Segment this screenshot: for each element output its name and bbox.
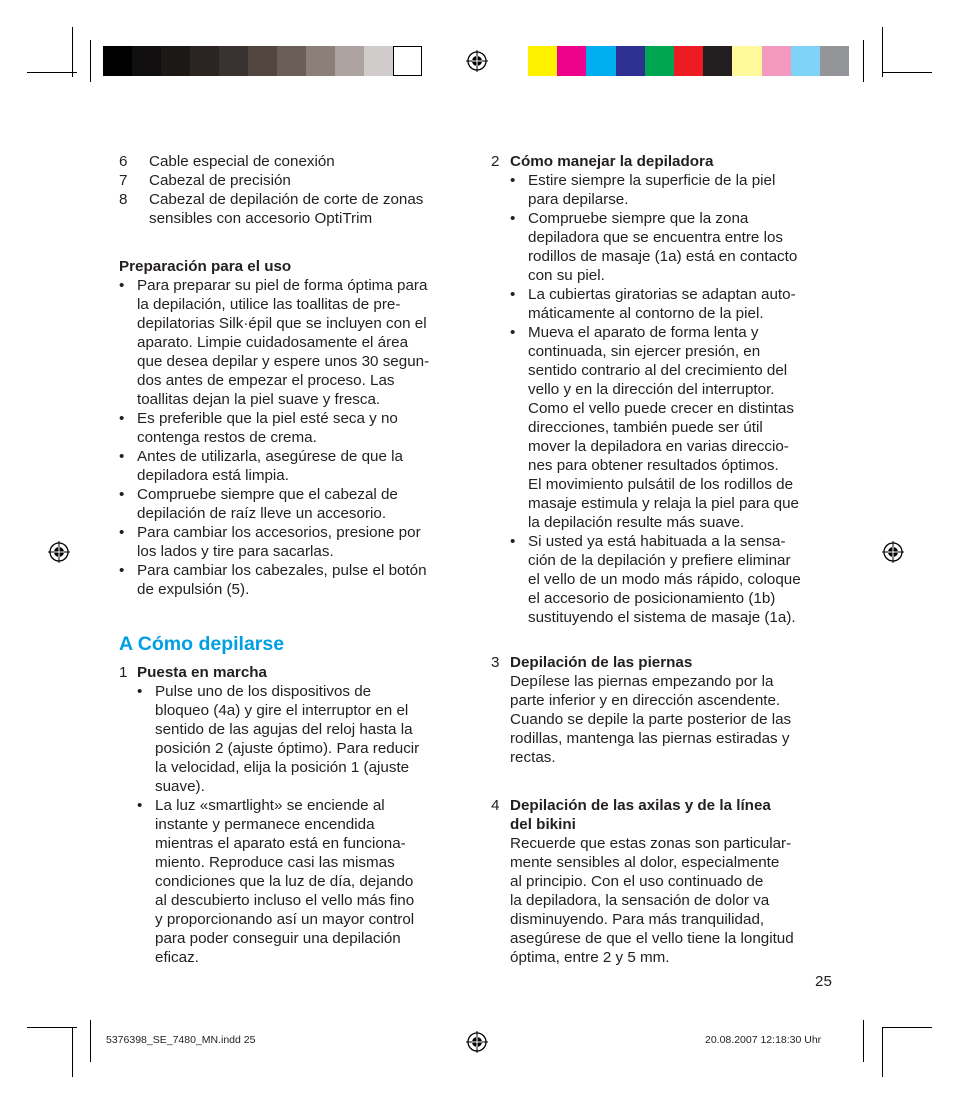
bullet-text: Antes de utilizarla, asegúrese de que la xyxy=(137,448,403,465)
color-swatch xyxy=(528,46,557,76)
bullet-text: La cubiertas giratorias se adaptan auto- xyxy=(528,286,796,303)
bullet-text: instante y permanece encendida xyxy=(155,816,375,833)
bullet-text: eficaz. xyxy=(155,949,199,966)
color-swatch xyxy=(248,46,277,76)
crop-mark xyxy=(90,1020,91,1062)
footer-file-name: 5376398_SE_7480_MN.indd 25 xyxy=(106,1034,256,1046)
paragraph-line: disminuyendo. Para más tranquilidad, xyxy=(510,911,765,928)
color-swatch xyxy=(586,46,615,76)
bullet-text: El movimiento pulsátil de los rodillos de xyxy=(528,476,794,493)
bullet-icon: • xyxy=(510,172,516,189)
color-swatch xyxy=(674,46,703,76)
bullet-text: sentido de las agujas del reloj hasta la xyxy=(155,721,413,738)
color-swatch xyxy=(645,46,674,76)
list-item-text: sensibles con accesorio OptiTrim xyxy=(149,210,373,227)
bullet-text: Para cambiar los accesorios, presione por xyxy=(137,524,421,541)
crop-mark xyxy=(882,27,883,77)
color-swatch xyxy=(103,46,132,76)
bullet-text: el accesorio de posicionamiento (1b) xyxy=(528,590,776,607)
bullet-icon: • xyxy=(510,286,516,303)
bullet-text: Como el vello puede crecer en distintas xyxy=(528,400,794,417)
color-swatch xyxy=(161,46,190,76)
bullet-text: rodillos de masaje (1a) está en contacto xyxy=(528,248,798,265)
paragraph-line: Recuerde que estas zonas son particular- xyxy=(510,835,792,852)
bullet-text: dos antes de empezar el proceso. Las xyxy=(137,372,395,389)
color-swatch xyxy=(791,46,820,76)
paragraph-line: al principio. Con el uso continuado de xyxy=(510,873,764,890)
list-item-number: 6 xyxy=(119,153,128,170)
bullet-text: depiladora que se encuentra entre los xyxy=(528,229,783,246)
footer-timestamp: 20.08.2007 12:18:30 Uhr xyxy=(705,1034,822,1046)
color-swatch xyxy=(393,46,422,76)
bullet-text: mientras el aparato está en funciona- xyxy=(155,835,406,852)
bullet-text: sentido contrario al del crecimiento del xyxy=(528,362,788,379)
bullet-text: Para cambiar los cabezales, pulse el botón xyxy=(137,562,427,579)
list-item-text: Cable especial de conexión xyxy=(149,153,335,170)
bullet-text: Compruebe siempre que la zona xyxy=(528,210,749,227)
color-swatch xyxy=(219,46,248,76)
crop-mark xyxy=(882,1027,932,1028)
color-swatch xyxy=(364,46,393,76)
bullet-icon: • xyxy=(119,524,125,541)
color-swatch xyxy=(732,46,761,76)
step-title: Depilación de las axilas y de la línea xyxy=(510,797,771,814)
step-number: 4 xyxy=(491,797,500,814)
bullet-icon: • xyxy=(137,797,143,814)
paragraph-line: rectas. xyxy=(510,749,556,766)
bullet-text: toallitas dejan la piel suave y fresca. xyxy=(137,391,381,408)
bullet-text: Para preparar su piel de forma óptima para xyxy=(137,277,428,294)
paragraph-line: la depiladora, la sensación de dolor va xyxy=(510,892,770,909)
color-swatch xyxy=(277,46,306,76)
crop-mark xyxy=(72,27,73,77)
color-swatch xyxy=(335,46,364,76)
color-swatch xyxy=(132,46,161,76)
bullet-text: depilatorias Silk·épil que se incluyen con el xyxy=(137,315,427,332)
bullet-text: Es preferible que la piel esté seca y no xyxy=(137,410,398,427)
bullet-text: condiciones que la luz de día, dejando xyxy=(155,873,414,890)
bullet-text: bloqueo (4a) y gire el interruptor en el xyxy=(155,702,409,719)
bullet-text: La luz «smartlight» se enciende al xyxy=(155,797,385,814)
bullet-text: ción de la depilación y prefiere eliminar xyxy=(528,552,791,569)
bullet-text: Compruebe siempre que el cabezal de xyxy=(137,486,398,503)
paragraph-line: Depílese las piernas empezando por la xyxy=(510,673,774,690)
color-swatch xyxy=(306,46,335,76)
crop-mark xyxy=(90,40,91,82)
bullet-text: Mueva el aparato de forma lenta y xyxy=(528,324,759,341)
bullet-text: Si usted ya está habituada a la sensa- xyxy=(528,533,786,550)
bullet-text: depiladora está limpia. xyxy=(137,467,289,484)
bullet-text: nes para obtener resultados óptimos. xyxy=(528,457,779,474)
crop-mark xyxy=(27,72,77,73)
bullet-text: que desea depilar y espere unos 30 segun- xyxy=(137,353,430,370)
step-number: 1 xyxy=(119,664,128,681)
bullet-text: depilación de raíz lleve un accesorio. xyxy=(137,505,387,522)
crop-mark xyxy=(72,1027,73,1077)
crop-mark xyxy=(863,1020,864,1062)
registration-mark-icon xyxy=(466,1031,488,1053)
paragraph-line: mente sensibles al dolor, especialmente xyxy=(510,854,780,871)
paragraph-line: óptima, entre 2 y 5 mm. xyxy=(510,949,670,966)
bullet-text: aparato. Limpie cuidadosamente el área xyxy=(137,334,409,351)
step-number: 3 xyxy=(491,654,500,671)
color-swatch xyxy=(703,46,732,76)
step-title: Depilación de las piernas xyxy=(510,654,693,671)
color-swatch xyxy=(557,46,586,76)
crop-mark xyxy=(882,1027,883,1077)
step-title: Puesta en marcha xyxy=(137,664,267,681)
bullet-text: con su piel. xyxy=(528,267,605,284)
step-number: 2 xyxy=(491,153,500,170)
list-item-number: 7 xyxy=(119,172,128,189)
bullet-text: máticamente al contorno de la piel. xyxy=(528,305,764,322)
bullet-text: y proporcionando así un mayor control xyxy=(155,911,415,928)
bullet-text: para poder conseguir una depilación xyxy=(155,930,401,947)
bullet-text: los lados y tire para sacarlas. xyxy=(137,543,334,560)
crop-mark xyxy=(863,40,864,82)
list-item-text: Cabezal de depilación de corte de zonas xyxy=(149,191,424,208)
crop-mark xyxy=(882,72,932,73)
paragraph-line: parte inferior y en dirección ascendente. xyxy=(510,692,781,709)
bullet-text: miento. Reproduce casi las mismas xyxy=(155,854,395,871)
bullet-icon: • xyxy=(137,683,143,700)
bullet-text: mover la depiladora en varias direccio- xyxy=(528,438,789,455)
color-swatch xyxy=(616,46,645,76)
list-item-number: 8 xyxy=(119,191,128,208)
bullet-text: Pulse uno de los dispositivos de xyxy=(155,683,372,700)
bullet-text: sustituyendo el sistema de masaje (1a). xyxy=(528,609,796,626)
bullet-text: de expulsión (5). xyxy=(137,581,250,598)
paragraph-line: rodillas, mantenga las piernas estiradas y xyxy=(510,730,790,747)
section-subtitle: Preparación para el uso xyxy=(119,258,292,275)
bullet-icon: • xyxy=(119,562,125,579)
bullet-text: para depilarse. xyxy=(528,191,629,208)
bullet-text: el vello de un modo más rápido, coloque xyxy=(528,571,801,588)
bullet-icon: • xyxy=(119,448,125,465)
step-title: Cómo manejar la depiladora xyxy=(510,153,714,170)
color-swatch xyxy=(762,46,791,76)
bullet-text: vello y en la dirección del interruptor. xyxy=(528,381,775,398)
page-number: 25 xyxy=(815,973,832,990)
list-item-text: Cabezal de precisión xyxy=(149,172,291,189)
section-heading: A Cómo depilarse xyxy=(119,633,285,655)
registration-mark-icon xyxy=(48,541,70,563)
registration-mark-icon xyxy=(882,541,904,563)
bullet-text: la depilación resulte más suave. xyxy=(528,514,745,531)
paragraph-line: Cuando se depile la parte posterior de las xyxy=(510,711,792,728)
paragraph-line: asegúrese de que el vello tiene la longitud xyxy=(510,930,794,947)
bullet-text: la velocidad, elija la posición 1 (ajuste xyxy=(155,759,410,776)
registration-mark-icon xyxy=(466,50,488,72)
bullet-text: continuada, sin ejercer presión, en xyxy=(528,343,761,360)
bullet-text: contenga restos de crema. xyxy=(137,429,317,446)
bullet-icon: • xyxy=(510,533,516,550)
bullet-text: posición 2 (ajuste óptimo). Para reducir xyxy=(155,740,420,757)
bullet-text: suave). xyxy=(155,778,205,795)
color-swatch xyxy=(820,46,849,76)
bullet-icon: • xyxy=(510,210,516,227)
bullet-text: masaje estimula y relaja la piel para que xyxy=(528,495,799,512)
bullet-text: la depilación, utilice las toallitas de pre- xyxy=(137,296,401,313)
bullet-text: Estire siempre la superficie de la piel xyxy=(528,172,776,189)
bullet-icon: • xyxy=(119,486,125,503)
color-swatch xyxy=(190,46,219,76)
bullet-icon: • xyxy=(510,324,516,341)
bullet-text: al descubierto incluso el vello más fino xyxy=(155,892,415,909)
bullet-icon: • xyxy=(119,277,125,294)
step-title: del bikini xyxy=(510,816,576,833)
bullet-icon: • xyxy=(119,410,125,427)
crop-mark xyxy=(27,1027,77,1028)
bullet-text: direcciones, también puede ser útil xyxy=(528,419,763,436)
